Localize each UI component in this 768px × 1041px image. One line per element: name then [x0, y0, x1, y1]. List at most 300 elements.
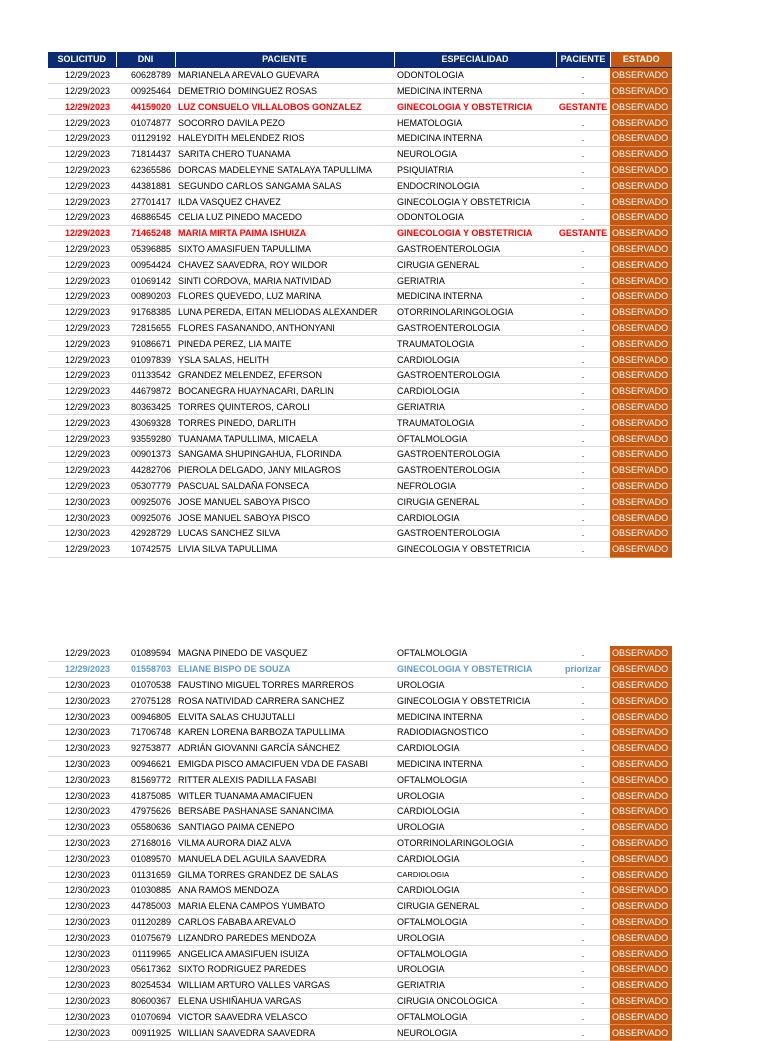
cell-solicitud[interactable]: 12/29/2023: [48, 661, 116, 677]
cell-paciente-tipo[interactable]: .: [556, 383, 610, 399]
cell-estado[interactable]: OBSERVADO: [610, 99, 672, 115]
cell-estado[interactable]: OBSERVADO: [610, 977, 672, 993]
cell-estado[interactable]: OBSERVADO: [610, 336, 672, 352]
cell-especialidad[interactable]: UROLOGIA: [394, 788, 556, 804]
cell-solicitud[interactable]: 12/30/2023: [48, 1025, 116, 1041]
cell-especialidad[interactable]: OFTALMOLOGIA: [394, 646, 556, 661]
cell-estado[interactable]: OBSERVADO: [610, 898, 672, 914]
table-row[interactable]: [48, 1025, 672, 1041]
cell-estado[interactable]: OBSERVADO: [610, 961, 672, 977]
cell-estado[interactable]: OBSERVADO: [610, 724, 672, 740]
cell-dni[interactable]: 01075679: [116, 930, 175, 946]
cell-especialidad[interactable]: CARDIOLOGIA: [394, 352, 556, 368]
table-row[interactable]: [48, 494, 672, 510]
cell-paciente-tipo[interactable]: .: [556, 510, 610, 526]
cell-estado[interactable]: OBSERVADO: [610, 756, 672, 772]
table-row[interactable]: [48, 415, 672, 431]
cell-especialidad[interactable]: CIRUGIA GENERAL: [394, 257, 556, 273]
cell-especialidad[interactable]: OFTALMOLOGIA: [394, 431, 556, 447]
table-row[interactable]: [48, 431, 672, 447]
cell-paciente[interactable]: BERSABE PASHANASE SANANCIMA: [175, 803, 394, 819]
cell-paciente-tipo[interactable]: .: [556, 446, 610, 462]
table-row[interactable]: [48, 819, 672, 835]
cell-estado[interactable]: OBSERVADO: [610, 288, 672, 304]
cell-estado[interactable]: OBSERVADO: [610, 788, 672, 804]
cell-paciente-tipo[interactable]: .: [556, 115, 610, 131]
cell-estado[interactable]: OBSERVADO: [610, 83, 672, 99]
cell-paciente-tipo[interactable]: .: [556, 788, 610, 804]
cell-estado[interactable]: OBSERVADO: [610, 835, 672, 851]
cell-solicitud[interactable]: 12/29/2023: [48, 399, 116, 415]
cell-paciente[interactable]: MARIA ELENA CAMPOS YUMBATO: [175, 898, 394, 914]
cell-especialidad[interactable]: NEUROLOGIA: [394, 146, 556, 162]
cell-especialidad[interactable]: OTORRINOLARINGOLOGIA: [394, 835, 556, 851]
cell-estado[interactable]: OBSERVADO: [610, 383, 672, 399]
table-row[interactable]: [48, 83, 672, 99]
cell-dni[interactable]: 01129192: [116, 130, 175, 146]
cell-dni[interactable]: 60628789: [116, 67, 175, 83]
cell-estado[interactable]: OBSERVADO: [610, 693, 672, 709]
cell-paciente[interactable]: FAUSTINO MIGUEL TORRES MARREROS: [175, 677, 394, 693]
cell-dni[interactable]: 27075128: [116, 693, 175, 709]
cell-paciente[interactable]: LUCAS SANCHEZ SILVA: [175, 525, 394, 541]
cell-estado[interactable]: OBSERVADO: [610, 819, 672, 835]
table-row[interactable]: [48, 194, 672, 210]
cell-estado[interactable]: OBSERVADO: [610, 462, 672, 478]
cell-solicitud[interactable]: 12/29/2023: [48, 209, 116, 225]
table-row[interactable]: [48, 756, 672, 772]
cell-paciente-tipo[interactable]: .: [556, 209, 610, 225]
cell-estado[interactable]: OBSERVADO: [610, 993, 672, 1009]
cell-paciente-tipo[interactable]: .: [556, 288, 610, 304]
cell-paciente-tipo[interactable]: .: [556, 756, 610, 772]
table-row[interactable]: [48, 288, 672, 304]
cell-solicitud[interactable]: 12/30/2023: [48, 510, 116, 526]
header-estado[interactable]: ESTADO: [610, 52, 672, 67]
cell-solicitud[interactable]: 12/29/2023: [48, 320, 116, 336]
cell-especialidad[interactable]: GINECOLOGIA Y OBSTETRICIA: [394, 225, 556, 241]
cell-paciente[interactable]: SINTI CORDOVA, MARIA NATIVIDAD: [175, 273, 394, 289]
cell-estado[interactable]: OBSERVADO: [610, 772, 672, 788]
cell-especialidad[interactable]: OFTALMOLOGIA: [394, 1009, 556, 1025]
cell-dni[interactable]: 10742575: [116, 541, 175, 557]
cell-estado[interactable]: OBSERVADO: [610, 241, 672, 257]
cell-dni[interactable]: 00925076: [116, 510, 175, 526]
cell-dni[interactable]: 27168016: [116, 835, 175, 851]
cell-especialidad[interactable]: MEDICINA INTERNA: [394, 83, 556, 99]
cell-solicitud[interactable]: 12/29/2023: [48, 541, 116, 557]
cell-paciente[interactable]: SANTIAGO PAIMA CENEPO: [175, 819, 394, 835]
table-row[interactable]: [48, 977, 672, 993]
cell-especialidad[interactable]: PSIQUIATRIA: [394, 162, 556, 178]
table-row[interactable]: [48, 914, 672, 930]
cell-solicitud[interactable]: 12/30/2023: [48, 1009, 116, 1025]
cell-especialidad[interactable]: GINECOLOGIA Y OBSTETRICIA: [394, 99, 556, 115]
cell-dni[interactable]: 01030885: [116, 882, 175, 898]
cell-dni[interactable]: 05396885: [116, 241, 175, 257]
cell-estado[interactable]: OBSERVADO: [610, 67, 672, 83]
cell-especialidad[interactable]: OFTALMOLOGIA: [394, 772, 556, 788]
cell-paciente[interactable]: JOSE MANUEL SABOYA PISCO: [175, 510, 394, 526]
cell-estado[interactable]: OBSERVADO: [610, 803, 672, 819]
cell-paciente-tipo[interactable]: .: [556, 194, 610, 210]
cell-especialidad[interactable]: GERIATRIA: [394, 399, 556, 415]
cell-solicitud[interactable]: 12/29/2023: [48, 478, 116, 494]
cell-paciente[interactable]: SOCORRO DAVILA PEZO: [175, 115, 394, 131]
cell-paciente-tipo[interactable]: .: [556, 146, 610, 162]
cell-estado[interactable]: OBSERVADO: [610, 352, 672, 368]
cell-especialidad[interactable]: GASTROENTEROLOGIA: [394, 367, 556, 383]
cell-solicitud[interactable]: 12/30/2023: [48, 724, 116, 740]
cell-solicitud[interactable]: 12/29/2023: [48, 178, 116, 194]
cell-solicitud[interactable]: 12/30/2023: [48, 835, 116, 851]
cell-especialidad[interactable]: GASTROENTEROLOGIA: [394, 446, 556, 462]
cell-solicitud[interactable]: 12/30/2023: [48, 882, 116, 898]
cell-solicitud[interactable]: 12/30/2023: [48, 788, 116, 804]
cell-solicitud[interactable]: 12/30/2023: [48, 772, 116, 788]
cell-solicitud[interactable]: 12/30/2023: [48, 819, 116, 835]
cell-paciente[interactable]: ROSA NATIVIDAD CARRERA SANCHEZ: [175, 693, 394, 709]
cell-dni[interactable]: 01097839: [116, 352, 175, 368]
cell-paciente-tipo[interactable]: .: [556, 930, 610, 946]
table-row[interactable]: [48, 930, 672, 946]
cell-paciente-tipo[interactable]: .: [556, 709, 610, 725]
cell-estado[interactable]: OBSERVADO: [610, 115, 672, 131]
cell-especialidad[interactable]: UROLOGIA: [394, 677, 556, 693]
cell-especialidad[interactable]: RADIODIAGNOSTICO: [394, 724, 556, 740]
cell-paciente-tipo[interactable]: .: [556, 977, 610, 993]
cell-especialidad[interactable]: CIRUGIA ONCOLOGICA: [394, 993, 556, 1009]
table-row[interactable]: [48, 115, 672, 131]
cell-solicitud[interactable]: 12/29/2023: [48, 646, 116, 661]
cell-paciente-tipo[interactable]: .: [556, 677, 610, 693]
cell-especialidad[interactable]: HEMATOLOGIA: [394, 115, 556, 131]
table-row[interactable]: [48, 399, 672, 415]
cell-solicitud[interactable]: 12/29/2023: [48, 115, 116, 131]
table-row[interactable]: [48, 510, 672, 526]
cell-dni[interactable]: 46886545: [116, 209, 175, 225]
table-row[interactable]: [48, 946, 672, 962]
cell-paciente-tipo[interactable]: .: [556, 67, 610, 83]
cell-paciente-tipo[interactable]: .: [556, 898, 610, 914]
cell-dni[interactable]: 00925464: [116, 83, 175, 99]
table-row[interactable]: [48, 788, 672, 804]
cell-solicitud[interactable]: 12/29/2023: [48, 130, 116, 146]
header-solicitud[interactable]: SOLICITUD: [48, 52, 116, 67]
cell-dni[interactable]: 01070538: [116, 677, 175, 693]
cell-paciente[interactable]: MARIA MIRTA PAIMA ISHUIZA: [175, 225, 394, 241]
cell-solicitud[interactable]: 12/29/2023: [48, 273, 116, 289]
cell-dni[interactable]: 62365586: [116, 162, 175, 178]
cell-paciente[interactable]: VILMA AURORA DIAZ ALVA: [175, 835, 394, 851]
table-row[interactable]: [48, 478, 672, 494]
cell-estado[interactable]: OBSERVADO: [610, 525, 672, 541]
cell-paciente[interactable]: FLORES QUEVEDO, LUZ MARINA: [175, 288, 394, 304]
cell-especialidad[interactable]: MEDICINA INTERNA: [394, 130, 556, 146]
cell-solicitud[interactable]: 12/29/2023: [48, 352, 116, 368]
cell-paciente-tipo[interactable]: .: [556, 304, 610, 320]
cell-paciente[interactable]: KAREN LORENA BARBOZA TAPULLIMA: [175, 724, 394, 740]
cell-especialidad[interactable]: MEDICINA INTERNA: [394, 709, 556, 725]
cell-dni[interactable]: 42928729: [116, 525, 175, 541]
cell-especialidad[interactable]: GERIATRIA: [394, 273, 556, 289]
cell-solicitud[interactable]: 12/30/2023: [48, 693, 116, 709]
cell-solicitud[interactable]: 12/29/2023: [48, 367, 116, 383]
cell-paciente-tipo[interactable]: .: [556, 724, 610, 740]
cell-paciente[interactable]: CHAVEZ SAAVEDRA, ROY WILDOR: [175, 257, 394, 273]
cell-paciente[interactable]: FLORES FASANANDO, ANTHONYANI: [175, 320, 394, 336]
cell-dni[interactable]: 01089594: [116, 646, 175, 661]
cell-solicitud[interactable]: 12/30/2023: [48, 993, 116, 1009]
cell-estado[interactable]: OBSERVADO: [610, 478, 672, 494]
cell-paciente-tipo[interactable]: .: [556, 83, 610, 99]
cell-especialidad[interactable]: OFTALMOLOGIA: [394, 946, 556, 962]
cell-dni[interactable]: 01558703: [116, 661, 175, 677]
cell-paciente[interactable]: SARITA CHERO TUANAMA: [175, 146, 394, 162]
cell-dni[interactable]: 01070694: [116, 1009, 175, 1025]
cell-estado[interactable]: OBSERVADO: [610, 882, 672, 898]
cell-paciente-tipo[interactable]: .: [556, 541, 610, 557]
cell-paciente[interactable]: LUZ CONSUELO VILLALOBOS GONZALEZ: [175, 99, 394, 115]
cell-paciente-tipo[interactable]: .: [556, 415, 610, 431]
cell-estado[interactable]: OBSERVADO: [610, 510, 672, 526]
cell-dni[interactable]: 05580636: [116, 819, 175, 835]
cell-especialidad[interactable]: GINECOLOGIA Y OBSTETRICIA: [394, 693, 556, 709]
cell-solicitud[interactable]: 12/29/2023: [48, 146, 116, 162]
cell-paciente-tipo[interactable]: .: [556, 525, 610, 541]
cell-paciente[interactable]: PIEROLA DELGADO, JANY MILAGROS: [175, 462, 394, 478]
cell-paciente[interactable]: ANA RAMOS MENDOZA: [175, 882, 394, 898]
table-row[interactable]: [48, 803, 672, 819]
cell-paciente-tipo[interactable]: .: [556, 130, 610, 146]
cell-dni[interactable]: 93559280: [116, 431, 175, 447]
cell-paciente-tipo[interactable]: .: [556, 867, 610, 883]
cell-especialidad[interactable]: GERIATRIA: [394, 977, 556, 993]
cell-estado[interactable]: OBSERVADO: [610, 320, 672, 336]
cell-estado[interactable]: OBSERVADO: [610, 304, 672, 320]
cell-paciente[interactable]: GRANDEZ MELENDEZ, EFERSON: [175, 367, 394, 383]
table-row[interactable]: [48, 336, 672, 352]
cell-paciente[interactable]: TORRES QUINTEROS, CAROLI: [175, 399, 394, 415]
cell-paciente[interactable]: ELIANE BISPO DE SOUZA: [175, 661, 394, 677]
cell-estado[interactable]: OBSERVADO: [610, 740, 672, 756]
cell-estado[interactable]: OBSERVADO: [610, 225, 672, 241]
cell-dni[interactable]: 00901373: [116, 446, 175, 462]
cell-paciente-tipo[interactable]: .: [556, 367, 610, 383]
cell-solicitud[interactable]: 12/29/2023: [48, 257, 116, 273]
cell-solicitud[interactable]: 12/29/2023: [48, 225, 116, 241]
cell-especialidad[interactable]: CIRUGIA GENERAL: [394, 898, 556, 914]
table-row[interactable]: [48, 273, 672, 289]
cell-especialidad[interactable]: TRAUMATOLOGIA: [394, 336, 556, 352]
cell-solicitud[interactable]: 12/29/2023: [48, 383, 116, 399]
cell-estado[interactable]: OBSERVADO: [610, 541, 672, 557]
cell-solicitud[interactable]: 12/30/2023: [48, 961, 116, 977]
cell-paciente[interactable]: GILMA TORRES GRANDEZ DE SALAS: [175, 867, 394, 883]
table-row[interactable]: [48, 867, 672, 883]
cell-especialidad[interactable]: CIRUGIA GENERAL: [394, 494, 556, 510]
cell-paciente[interactable]: ELENA USHIÑAHUA VARGAS: [175, 993, 394, 1009]
cell-paciente-tipo[interactable]: .: [556, 431, 610, 447]
cell-paciente[interactable]: TUANAMA TAPULLIMA, MICAELA: [175, 431, 394, 447]
cell-estado[interactable]: OBSERVADO: [610, 851, 672, 867]
cell-dni[interactable]: 44159020: [116, 99, 175, 115]
table-row[interactable]: [48, 99, 672, 115]
cell-especialidad[interactable]: ODONTOLOGIA: [394, 209, 556, 225]
cell-especialidad[interactable]: TRAUMATOLOGIA: [394, 415, 556, 431]
table-row[interactable]: [48, 851, 672, 867]
cell-paciente[interactable]: VICTOR SAAVEDRA VELASCO: [175, 1009, 394, 1025]
cell-paciente-tipo[interactable]: .: [556, 320, 610, 336]
table-row[interactable]: [48, 67, 672, 83]
cell-dni[interactable]: 41875085: [116, 788, 175, 804]
table-row[interactable]: [48, 146, 672, 162]
cell-solicitud[interactable]: 12/30/2023: [48, 740, 116, 756]
cell-paciente[interactable]: PINEDA PEREZ, LIA MAITE: [175, 336, 394, 352]
cell-paciente-tipo[interactable]: .: [556, 478, 610, 494]
cell-paciente[interactable]: LIZANDRO PAREDES MENDOZA: [175, 930, 394, 946]
cell-paciente[interactable]: ILDA VASQUEZ CHAVEZ: [175, 194, 394, 210]
table-row[interactable]: [48, 241, 672, 257]
cell-solicitud[interactable]: 12/29/2023: [48, 446, 116, 462]
cell-dni[interactable]: 44785003: [116, 898, 175, 914]
cell-paciente[interactable]: WITLER TUANAMA AMACIFUEN: [175, 788, 394, 804]
cell-paciente[interactable]: MARIANELA AREVALO GUEVARA: [175, 67, 394, 83]
cell-estado[interactable]: OBSERVADO: [610, 494, 672, 510]
cell-solicitud[interactable]: 12/29/2023: [48, 99, 116, 115]
cell-paciente[interactable]: LUNA PEREDA, EITAN MELIODAS ALEXANDER: [175, 304, 394, 320]
cell-paciente[interactable]: MAGNA PINEDO DE VASQUEZ: [175, 646, 394, 661]
cell-solicitud[interactable]: 12/30/2023: [48, 914, 116, 930]
cell-paciente-tipo[interactable]: .: [556, 494, 610, 510]
cell-paciente[interactable]: SIXTO RODRIGUEZ PAREDES: [175, 961, 394, 977]
cell-especialidad[interactable]: CARDIOLOGIA: [394, 803, 556, 819]
table-row[interactable]: [48, 993, 672, 1009]
cell-dni[interactable]: 71814437: [116, 146, 175, 162]
cell-dni[interactable]: 44282706: [116, 462, 175, 478]
cell-especialidad[interactable]: MEDICINA INTERNA: [394, 756, 556, 772]
cell-dni[interactable]: 05617362: [116, 961, 175, 977]
table-row[interactable]: [48, 740, 672, 756]
cell-paciente[interactable]: PASCUAL SALDAÑA FONSECA: [175, 478, 394, 494]
cell-paciente[interactable]: BOCANEGRA HUAYNACARI, DARLIN: [175, 383, 394, 399]
table-row[interactable]: [48, 162, 672, 178]
cell-estado[interactable]: OBSERVADO: [610, 130, 672, 146]
cell-dni[interactable]: 00946621: [116, 756, 175, 772]
cell-especialidad[interactable]: GASTROENTEROLOGIA: [394, 525, 556, 541]
cell-dni[interactable]: 01074877: [116, 115, 175, 131]
cell-paciente-tipo[interactable]: .: [556, 851, 610, 867]
cell-paciente[interactable]: ANGELICA AMASIFUEN ISUIZA: [175, 946, 394, 962]
cell-dni[interactable]: 05307779: [116, 478, 175, 494]
cell-paciente[interactable]: WILLIAN SAAVEDRA SAAVEDRA: [175, 1025, 394, 1041]
cell-paciente[interactable]: CELIA LUZ PINEDO MACEDO: [175, 209, 394, 225]
cell-dni[interactable]: 91086671: [116, 336, 175, 352]
cell-especialidad[interactable]: CARDIOLOGIA: [394, 867, 556, 883]
table-row[interactable]: [48, 130, 672, 146]
cell-paciente-tipo[interactable]: .: [556, 352, 610, 368]
table-row[interactable]: [48, 367, 672, 383]
cell-especialidad[interactable]: CARDIOLOGIA: [394, 851, 556, 867]
cell-paciente[interactable]: WILLIAM ARTURO VALLES VARGAS: [175, 977, 394, 993]
cell-estado[interactable]: OBSERVADO: [610, 209, 672, 225]
cell-paciente[interactable]: SEGUNDO CARLOS SANGAMA SALAS: [175, 178, 394, 194]
cell-dni[interactable]: 43069328: [116, 415, 175, 431]
cell-paciente-tipo[interactable]: .: [556, 646, 610, 661]
cell-dni[interactable]: 71465248: [116, 225, 175, 241]
cell-dni[interactable]: 01069142: [116, 273, 175, 289]
cell-paciente-tipo[interactable]: .: [556, 162, 610, 178]
header-paciente[interactable]: PACIENTE: [175, 52, 394, 67]
header-especialidad[interactable]: ESPECIALIDAD: [394, 52, 556, 67]
cell-estado[interactable]: OBSERVADO: [610, 415, 672, 431]
table-row[interactable]: [48, 320, 672, 336]
cell-especialidad[interactable]: NEFROLOGIA: [394, 478, 556, 494]
cell-solicitud[interactable]: 12/30/2023: [48, 525, 116, 541]
cell-especialidad[interactable]: CARDIOLOGIA: [394, 510, 556, 526]
cell-dni[interactable]: 81569772: [116, 772, 175, 788]
table-row[interactable]: [48, 661, 672, 677]
cell-paciente-tipo[interactable]: .: [556, 1025, 610, 1041]
cell-especialidad[interactable]: ENDOCRINOLOGIA: [394, 178, 556, 194]
cell-paciente-tipo[interactable]: .: [556, 946, 610, 962]
cell-solicitud[interactable]: 12/29/2023: [48, 162, 116, 178]
cell-paciente-tipo[interactable]: .: [556, 819, 610, 835]
cell-paciente-tipo[interactable]: .: [556, 462, 610, 478]
cell-especialidad[interactable]: GASTROENTEROLOGIA: [394, 241, 556, 257]
cell-estado[interactable]: OBSERVADO: [610, 946, 672, 962]
cell-paciente-tipo[interactable]: .: [556, 336, 610, 352]
cell-estado[interactable]: OBSERVADO: [610, 709, 672, 725]
cell-dni[interactable]: 01120289: [116, 914, 175, 930]
cell-solicitud[interactable]: 12/30/2023: [48, 709, 116, 725]
cell-solicitud[interactable]: 12/29/2023: [48, 83, 116, 99]
cell-paciente-tipo[interactable]: .: [556, 740, 610, 756]
table-row[interactable]: [48, 898, 672, 914]
cell-dni[interactable]: 00911925: [116, 1025, 175, 1041]
cell-paciente[interactable]: SANGAMA SHUPINGAHUA, FLORINDA: [175, 446, 394, 462]
cell-paciente-tipo[interactable]: .: [556, 178, 610, 194]
cell-solicitud[interactable]: 12/30/2023: [48, 494, 116, 510]
table-row[interactable]: [48, 352, 672, 368]
cell-dni[interactable]: 00925076: [116, 494, 175, 510]
table-row[interactable]: [48, 677, 672, 693]
cell-paciente[interactable]: RITTER ALEXIS PADILLA FASABI: [175, 772, 394, 788]
cell-paciente-tipo[interactable]: .: [556, 803, 610, 819]
cell-dni[interactable]: 91768385: [116, 304, 175, 320]
table-row[interactable]: [48, 304, 672, 320]
cell-solicitud[interactable]: 12/29/2023: [48, 336, 116, 352]
cell-estado[interactable]: OBSERVADO: [610, 646, 672, 661]
cell-paciente-tipo[interactable]: GESTANTE: [556, 99, 610, 115]
cell-dni[interactable]: 80600367: [116, 993, 175, 1009]
cell-solicitud[interactable]: 12/29/2023: [48, 304, 116, 320]
cell-especialidad[interactable]: OTORRINOLARINGOLOGIA: [394, 304, 556, 320]
cell-paciente[interactable]: SIXTO AMASIFUEN TAPULLIMA: [175, 241, 394, 257]
cell-dni[interactable]: 44679872: [116, 383, 175, 399]
cell-dni[interactable]: 00946805: [116, 709, 175, 725]
cell-paciente-tipo[interactable]: .: [556, 914, 610, 930]
table-row[interactable]: [48, 693, 672, 709]
cell-solicitud[interactable]: 12/29/2023: [48, 241, 116, 257]
table-row[interactable]: [48, 1009, 672, 1025]
cell-dni[interactable]: 01131659: [116, 867, 175, 883]
cell-paciente-tipo[interactable]: priorizar: [556, 661, 610, 677]
cell-estado[interactable]: OBSERVADO: [610, 178, 672, 194]
cell-dni[interactable]: 27701417: [116, 194, 175, 210]
cell-solicitud[interactable]: 12/29/2023: [48, 194, 116, 210]
table-row[interactable]: [48, 961, 672, 977]
